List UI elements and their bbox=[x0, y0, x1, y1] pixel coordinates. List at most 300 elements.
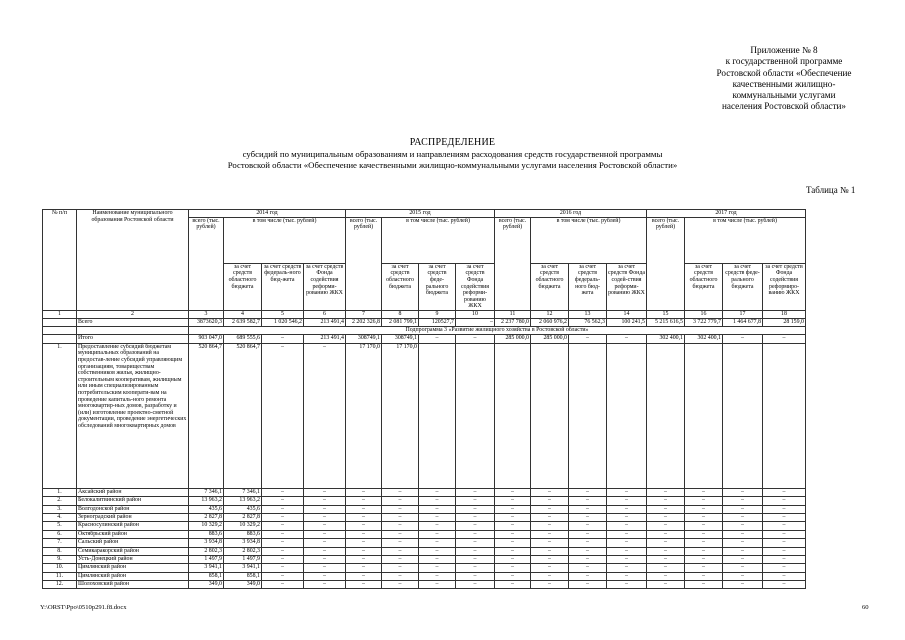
dash-cell: – bbox=[495, 564, 531, 572]
dash-cell: – bbox=[262, 547, 304, 555]
dash-cell: – bbox=[495, 581, 531, 589]
dash-cell: – bbox=[456, 530, 495, 538]
column-number: 1 bbox=[43, 311, 77, 319]
dash-cell: – bbox=[647, 547, 685, 555]
dash-cell: – bbox=[647, 505, 685, 513]
dash-cell: – bbox=[456, 547, 495, 555]
column-number: 7 bbox=[346, 311, 382, 319]
column-number: 3 bbox=[189, 311, 224, 319]
header-source: за счет средств Фонда содей-ствия реформи-рованию ЖКХ bbox=[607, 263, 647, 310]
dash-cell: – bbox=[382, 513, 419, 521]
dash-cell: – bbox=[647, 555, 685, 563]
dash-cell: – bbox=[346, 497, 382, 505]
district-name: Усть-Донецкий район bbox=[77, 555, 189, 563]
table-row bbox=[43, 522, 806, 530]
dash-cell: – bbox=[304, 513, 346, 521]
value-cell: 2 639 582,7 bbox=[224, 318, 262, 326]
dash-cell: – bbox=[685, 505, 723, 513]
column-number: 4 bbox=[224, 311, 262, 319]
column-number: 10 bbox=[456, 311, 495, 319]
value-cell: 2 827,8 bbox=[189, 513, 224, 521]
value-cell: 2 802,3 bbox=[224, 547, 262, 555]
dash-cell: – bbox=[346, 581, 382, 589]
dash-cell: – bbox=[607, 539, 647, 547]
dash-cell: – bbox=[262, 572, 304, 580]
row-label: Итого bbox=[77, 335, 189, 343]
dash-cell: – bbox=[304, 505, 346, 513]
dash-cell: – bbox=[262, 539, 304, 547]
dash-cell: – bbox=[262, 488, 304, 496]
dash-cell: – bbox=[723, 505, 763, 513]
dash-cell: – bbox=[607, 572, 647, 580]
row-no bbox=[43, 335, 77, 343]
dash-cell: – bbox=[304, 497, 346, 505]
district-name: Красносулинский район bbox=[77, 522, 189, 530]
dash-cell: – bbox=[382, 547, 419, 555]
dash-cell: – bbox=[382, 530, 419, 538]
dash-cell: – bbox=[569, 530, 607, 538]
value-cell: 2 202 326,8 bbox=[346, 318, 382, 326]
item-description: Предоставление субсидий бюджетам муниципальных образований на предостав-ление субсидий управляющим организациям, товариществам собственников жилья, жилищно-строительным кооперативам, жилищным или иным специализированным потребительским кооперати-вам на проведение капиталь-ного ремонта многоквартир-ных домов, разработку и (или) изготовление проектно-сметной документации, проведение энергетических обследований многоквартирных домов bbox=[77, 343, 189, 488]
dash-cell: – bbox=[569, 522, 607, 530]
appendix-line: коммунальными услугами bbox=[732, 90, 836, 101]
dash-cell: – bbox=[346, 572, 382, 580]
value-cell: – bbox=[262, 335, 304, 343]
dash-cell: – bbox=[569, 513, 607, 521]
header-incl-2016: в том числе (тыс. рублей) bbox=[531, 217, 647, 263]
dash-cell: – bbox=[685, 522, 723, 530]
dash-cell: – bbox=[531, 539, 569, 547]
dash-cell: – bbox=[723, 513, 763, 521]
table-row bbox=[43, 555, 806, 563]
value-cell: 349,0 bbox=[224, 581, 262, 589]
value-cell: – bbox=[304, 343, 346, 488]
value-cell: 3 934,8 bbox=[189, 539, 224, 547]
district-name: Цимлянский район bbox=[77, 572, 189, 580]
header-source: за счет средств областного бюджета bbox=[224, 263, 262, 310]
dash-cell: – bbox=[456, 564, 495, 572]
table-label: Таблица № 1 bbox=[806, 185, 856, 195]
dash-cell: – bbox=[685, 497, 723, 505]
dash-cell: – bbox=[262, 530, 304, 538]
dash-cell: – bbox=[382, 497, 419, 505]
dash-cell: – bbox=[685, 488, 723, 496]
header-source: за счет средств Фонда содействия реформи-рованию ЖКХ bbox=[304, 263, 346, 310]
dash-cell: – bbox=[419, 547, 456, 555]
dash-cell: – bbox=[723, 547, 763, 555]
dash-cell: – bbox=[685, 564, 723, 572]
dash-cell: – bbox=[723, 522, 763, 530]
dash-cell: – bbox=[382, 572, 419, 580]
dash-cell: – bbox=[607, 522, 647, 530]
dash-cell: – bbox=[763, 505, 806, 513]
value-cell bbox=[763, 343, 806, 488]
dash-cell: – bbox=[382, 564, 419, 572]
value-cell: 435,6 bbox=[189, 505, 224, 513]
value-cell bbox=[647, 343, 685, 488]
dash-cell: – bbox=[607, 555, 647, 563]
dash-cell: – bbox=[419, 572, 456, 580]
dash-cell: – bbox=[607, 581, 647, 589]
dash-cell: – bbox=[647, 488, 685, 496]
column-number: 6 bbox=[304, 311, 346, 319]
dash-cell: – bbox=[382, 581, 419, 589]
value-cell: 858,1 bbox=[224, 572, 262, 580]
row-no: 6. bbox=[43, 530, 77, 538]
dash-cell: – bbox=[456, 488, 495, 496]
value-cell: 1 497,9 bbox=[224, 555, 262, 563]
dash-cell: – bbox=[419, 513, 456, 521]
dash-cell: – bbox=[495, 555, 531, 563]
column-number: 5 bbox=[262, 311, 304, 319]
dash-cell: – bbox=[456, 539, 495, 547]
dash-cell: – bbox=[495, 530, 531, 538]
row-no: 3. bbox=[43, 505, 77, 513]
dash-cell: – bbox=[262, 497, 304, 505]
dash-cell: – bbox=[569, 497, 607, 505]
value-cell: 213 491,4 bbox=[304, 318, 346, 326]
value-cell: 435,6 bbox=[224, 505, 262, 513]
value-cell bbox=[495, 343, 531, 488]
dash-cell: – bbox=[531, 530, 569, 538]
district-name: Цимлянский район bbox=[77, 564, 189, 572]
value-cell: – bbox=[419, 335, 456, 343]
dash-cell: – bbox=[531, 572, 569, 580]
dash-cell: – bbox=[304, 522, 346, 530]
dash-cell: – bbox=[304, 564, 346, 572]
header-year-2016: 2016 год bbox=[495, 210, 647, 218]
dash-cell: – bbox=[723, 488, 763, 496]
dash-cell: – bbox=[382, 555, 419, 563]
appendix-block bbox=[700, 45, 868, 113]
value-cell: 1 497,9 bbox=[189, 555, 224, 563]
value-cell: 13 963,2 bbox=[224, 497, 262, 505]
header-year-2015: 2015 год bbox=[346, 210, 495, 218]
row-no: 9. bbox=[43, 555, 77, 563]
dash-cell: – bbox=[419, 522, 456, 530]
dash-cell: – bbox=[763, 572, 806, 580]
dash-cell: – bbox=[569, 572, 607, 580]
value-cell: 285 000,0 bbox=[531, 335, 569, 343]
district-name: Зерноградский район bbox=[77, 513, 189, 521]
value-cell: 2 802,3 bbox=[189, 547, 224, 555]
value-cell: 100 241,5 bbox=[607, 318, 647, 326]
dash-cell: – bbox=[763, 564, 806, 572]
dash-cell: – bbox=[647, 522, 685, 530]
value-cell: 5 215 616,5 bbox=[647, 318, 685, 326]
dash-cell: – bbox=[685, 572, 723, 580]
row-no: 4. bbox=[43, 513, 77, 521]
row-no: 8. bbox=[43, 547, 77, 555]
value-cell bbox=[607, 343, 647, 488]
dash-cell: – bbox=[495, 539, 531, 547]
value-cell: 689 555,6 bbox=[224, 335, 262, 343]
row-no: 11. bbox=[43, 572, 77, 580]
dash-cell: – bbox=[607, 530, 647, 538]
dash-cell: – bbox=[647, 572, 685, 580]
dash-cell: – bbox=[346, 488, 382, 496]
dash-cell: – bbox=[456, 555, 495, 563]
value-cell: 308749,1 bbox=[382, 335, 419, 343]
dash-cell: – bbox=[647, 539, 685, 547]
dash-cell: – bbox=[685, 530, 723, 538]
dash-cell: – bbox=[763, 539, 806, 547]
dash-cell: – bbox=[763, 530, 806, 538]
value-cell: 3 722 779,7 bbox=[685, 318, 723, 326]
value-cell: 883,6 bbox=[224, 530, 262, 538]
dash-cell: – bbox=[346, 547, 382, 555]
value-cell: 3 941,1 bbox=[224, 564, 262, 572]
value-cell: 17 170,0 bbox=[382, 343, 419, 488]
dash-cell: – bbox=[346, 522, 382, 530]
row-no bbox=[43, 318, 77, 326]
header-source: за счет средств феде-рального бюджета bbox=[723, 263, 763, 310]
value-cell bbox=[685, 343, 723, 488]
column-number: 15 bbox=[647, 311, 685, 319]
dash-cell: – bbox=[607, 564, 647, 572]
row-no: 7. bbox=[43, 539, 77, 547]
dash-cell: – bbox=[531, 513, 569, 521]
table-row bbox=[43, 513, 806, 521]
header-incl-2015: в том числе (тыс. рублей) bbox=[382, 217, 495, 263]
dash-cell: – bbox=[569, 547, 607, 555]
dash-cell: – bbox=[495, 572, 531, 580]
dash-cell: – bbox=[685, 539, 723, 547]
district-name: Волгодонской район bbox=[77, 505, 189, 513]
document-subtitle-line1: субсидий по муниципальным образованиям и направлениям расходования средств государственной программы bbox=[242, 149, 663, 159]
footer-page-number: 60 bbox=[862, 604, 869, 611]
dash-cell: – bbox=[723, 539, 763, 547]
dash-cell: – bbox=[569, 505, 607, 513]
value-cell: 520 864,7 bbox=[224, 343, 262, 488]
value-cell: 903 047,0 bbox=[189, 335, 224, 343]
header-source: за счет средств Фонда содействия реформиро-ванию ЖКХ bbox=[763, 263, 806, 310]
value-cell: – bbox=[723, 335, 763, 343]
dash-cell: – bbox=[763, 522, 806, 530]
value-cell: 2 237 780,0 bbox=[495, 318, 531, 326]
value-cell: 285 000,0 bbox=[495, 335, 531, 343]
dash-cell: – bbox=[647, 513, 685, 521]
column-number: 13 bbox=[569, 311, 607, 319]
value-cell: – bbox=[569, 335, 607, 343]
header-source: за счет средств областного бюджета bbox=[531, 263, 569, 310]
dash-cell: – bbox=[382, 522, 419, 530]
value-cell: 213 491,4 bbox=[304, 335, 346, 343]
subprogram-row bbox=[43, 326, 806, 334]
value-cell: 17 170,0 bbox=[346, 343, 382, 488]
value-cell: – bbox=[456, 318, 495, 326]
dash-cell: – bbox=[419, 530, 456, 538]
district-name: Октябрьский район bbox=[77, 530, 189, 538]
header-source: за счет средств областного бюджета bbox=[685, 263, 723, 310]
dash-cell: – bbox=[531, 488, 569, 496]
subprogram-title: Подпрограмма 3 «Развитие жилищного хозяйства в Ростовской области» bbox=[189, 326, 806, 334]
header-source: за счет средств федераль-ного бюд-жета bbox=[262, 263, 304, 310]
table-row bbox=[43, 505, 806, 513]
district-name: Сальский район bbox=[77, 539, 189, 547]
value-cell bbox=[569, 343, 607, 488]
value-cell: 1 020 546,2 bbox=[262, 318, 304, 326]
dash-cell: – bbox=[382, 505, 419, 513]
dash-cell: – bbox=[763, 581, 806, 589]
value-cell: – bbox=[262, 343, 304, 488]
appendix-line: Ростовской области «Обеспечение bbox=[716, 67, 852, 78]
column-number: 8 bbox=[382, 311, 419, 319]
column-number-row bbox=[43, 311, 806, 319]
row-no: 1. bbox=[43, 343, 77, 488]
dash-cell: – bbox=[569, 555, 607, 563]
row-no bbox=[43, 326, 77, 334]
total-row bbox=[43, 318, 806, 326]
appendix-line: населения Ростовской области» bbox=[721, 101, 847, 112]
header-source: за счет средств феде-рального бюджета bbox=[419, 263, 456, 310]
column-number: 16 bbox=[685, 311, 723, 319]
value-cell: 858,1 bbox=[189, 572, 224, 580]
dash-cell: – bbox=[419, 555, 456, 563]
dash-cell: – bbox=[531, 555, 569, 563]
dash-cell: – bbox=[607, 547, 647, 555]
dash-cell: – bbox=[607, 488, 647, 496]
dash-cell: – bbox=[569, 539, 607, 547]
dash-cell: – bbox=[531, 497, 569, 505]
dash-cell: – bbox=[495, 488, 531, 496]
dash-cell: – bbox=[262, 505, 304, 513]
table-row bbox=[43, 497, 806, 505]
header-name: Наименование муниципального образования Ростовской области bbox=[77, 210, 189, 311]
dash-cell: – bbox=[647, 564, 685, 572]
header-source: за счет средств Фонда содействия реформи-рованию ЖКХ bbox=[456, 263, 495, 310]
row-no: 10. bbox=[43, 564, 77, 572]
table-row bbox=[43, 572, 806, 580]
column-number: 11 bbox=[495, 311, 531, 319]
value-cell: 308749,1 bbox=[346, 335, 382, 343]
dash-cell: – bbox=[723, 530, 763, 538]
dash-cell: – bbox=[607, 513, 647, 521]
dash-cell: – bbox=[346, 505, 382, 513]
dash-cell: – bbox=[723, 572, 763, 580]
dash-cell: – bbox=[647, 530, 685, 538]
dash-cell: – bbox=[346, 564, 382, 572]
district-name: Шолоховский район bbox=[77, 581, 189, 589]
header-year-2017: 2017 год bbox=[647, 210, 806, 218]
value-cell: 120527,7 bbox=[419, 318, 456, 326]
dash-cell: – bbox=[495, 513, 531, 521]
value-cell: – bbox=[763, 335, 806, 343]
value-cell: 76 562,3 bbox=[569, 318, 607, 326]
dash-cell: – bbox=[495, 522, 531, 530]
value-cell: 520 864,7 bbox=[189, 343, 224, 488]
value-cell bbox=[456, 343, 495, 488]
header-source: за счет средств областного бюджета bbox=[382, 263, 419, 310]
dash-cell: – bbox=[723, 564, 763, 572]
value-cell: 7 346,1 bbox=[189, 488, 224, 496]
dash-cell: – bbox=[723, 497, 763, 505]
dash-cell: – bbox=[456, 522, 495, 530]
value-cell: 28 159,0 bbox=[763, 318, 806, 326]
header-row-years bbox=[43, 210, 806, 218]
value-cell: 10 329,2 bbox=[189, 522, 224, 530]
appendix-line: Приложение № 8 bbox=[750, 45, 818, 55]
value-cell: 349,0 bbox=[189, 581, 224, 589]
dash-cell: – bbox=[382, 488, 419, 496]
appendix-line: качественными жилищно- bbox=[732, 78, 836, 89]
dash-cell: – bbox=[763, 547, 806, 555]
dash-cell: – bbox=[456, 581, 495, 589]
table-row bbox=[43, 564, 806, 572]
dash-cell: – bbox=[647, 581, 685, 589]
dash-cell: – bbox=[763, 555, 806, 563]
dash-cell: – bbox=[419, 539, 456, 547]
dash-cell: – bbox=[723, 581, 763, 589]
table-row bbox=[43, 488, 806, 496]
dash-cell: – bbox=[647, 497, 685, 505]
dash-cell: – bbox=[569, 564, 607, 572]
value-cell: 883,6 bbox=[189, 530, 224, 538]
table-row bbox=[43, 539, 806, 547]
dash-cell: – bbox=[262, 581, 304, 589]
column-number: 14 bbox=[607, 311, 647, 319]
dash-cell: – bbox=[531, 547, 569, 555]
district-name: Аксайский район bbox=[77, 488, 189, 496]
dash-cell: – bbox=[569, 581, 607, 589]
table-row bbox=[43, 530, 806, 538]
dash-cell: – bbox=[304, 581, 346, 589]
dash-cell: – bbox=[531, 505, 569, 513]
column-number: 12 bbox=[531, 311, 569, 319]
header-total-2016: всего (тыс. рублей) bbox=[495, 217, 531, 310]
dash-cell: – bbox=[685, 547, 723, 555]
dash-cell: – bbox=[763, 488, 806, 496]
dash-cell: – bbox=[346, 530, 382, 538]
dash-cell: – bbox=[346, 513, 382, 521]
header-total-2014: всего (тыс. рублей) bbox=[189, 217, 224, 310]
dash-cell: – bbox=[262, 522, 304, 530]
row-no: 5. bbox=[43, 522, 77, 530]
document-heading bbox=[0, 137, 905, 171]
value-cell: 3 934,8 bbox=[224, 539, 262, 547]
dash-cell: – bbox=[304, 488, 346, 496]
row-no: 12. bbox=[43, 581, 77, 589]
dash-cell: – bbox=[456, 513, 495, 521]
value-cell: 302 400,1 bbox=[685, 335, 723, 343]
dash-cell: – bbox=[456, 572, 495, 580]
dash-cell: – bbox=[346, 555, 382, 563]
row-no: 2. bbox=[43, 497, 77, 505]
document-subtitle-line2: Ростовской области «Обеспечение качественными жилищно-коммунальными услугами населения Ростовской области» bbox=[227, 160, 678, 170]
value-cell: 302 400,1 bbox=[647, 335, 685, 343]
dash-cell: – bbox=[262, 513, 304, 521]
value-cell: 7 346,1 bbox=[224, 488, 262, 496]
value-cell bbox=[531, 343, 569, 488]
value-cell: 13 963,2 bbox=[189, 497, 224, 505]
itogo-row bbox=[43, 335, 806, 343]
value-cell: 3 941,1 bbox=[189, 564, 224, 572]
dash-cell: – bbox=[419, 581, 456, 589]
dash-cell: – bbox=[569, 488, 607, 496]
header-no: № п/п bbox=[43, 210, 77, 311]
value-cell: 3873620,3 bbox=[189, 318, 224, 326]
dash-cell: – bbox=[262, 555, 304, 563]
dash-cell: – bbox=[419, 564, 456, 572]
dash-cell: – bbox=[685, 555, 723, 563]
district-name: Семикаракорский район bbox=[77, 547, 189, 555]
dash-cell: – bbox=[495, 505, 531, 513]
dash-cell: – bbox=[304, 555, 346, 563]
dash-cell: – bbox=[262, 564, 304, 572]
dash-cell: – bbox=[531, 564, 569, 572]
dash-cell: – bbox=[763, 513, 806, 521]
dash-cell: – bbox=[495, 547, 531, 555]
